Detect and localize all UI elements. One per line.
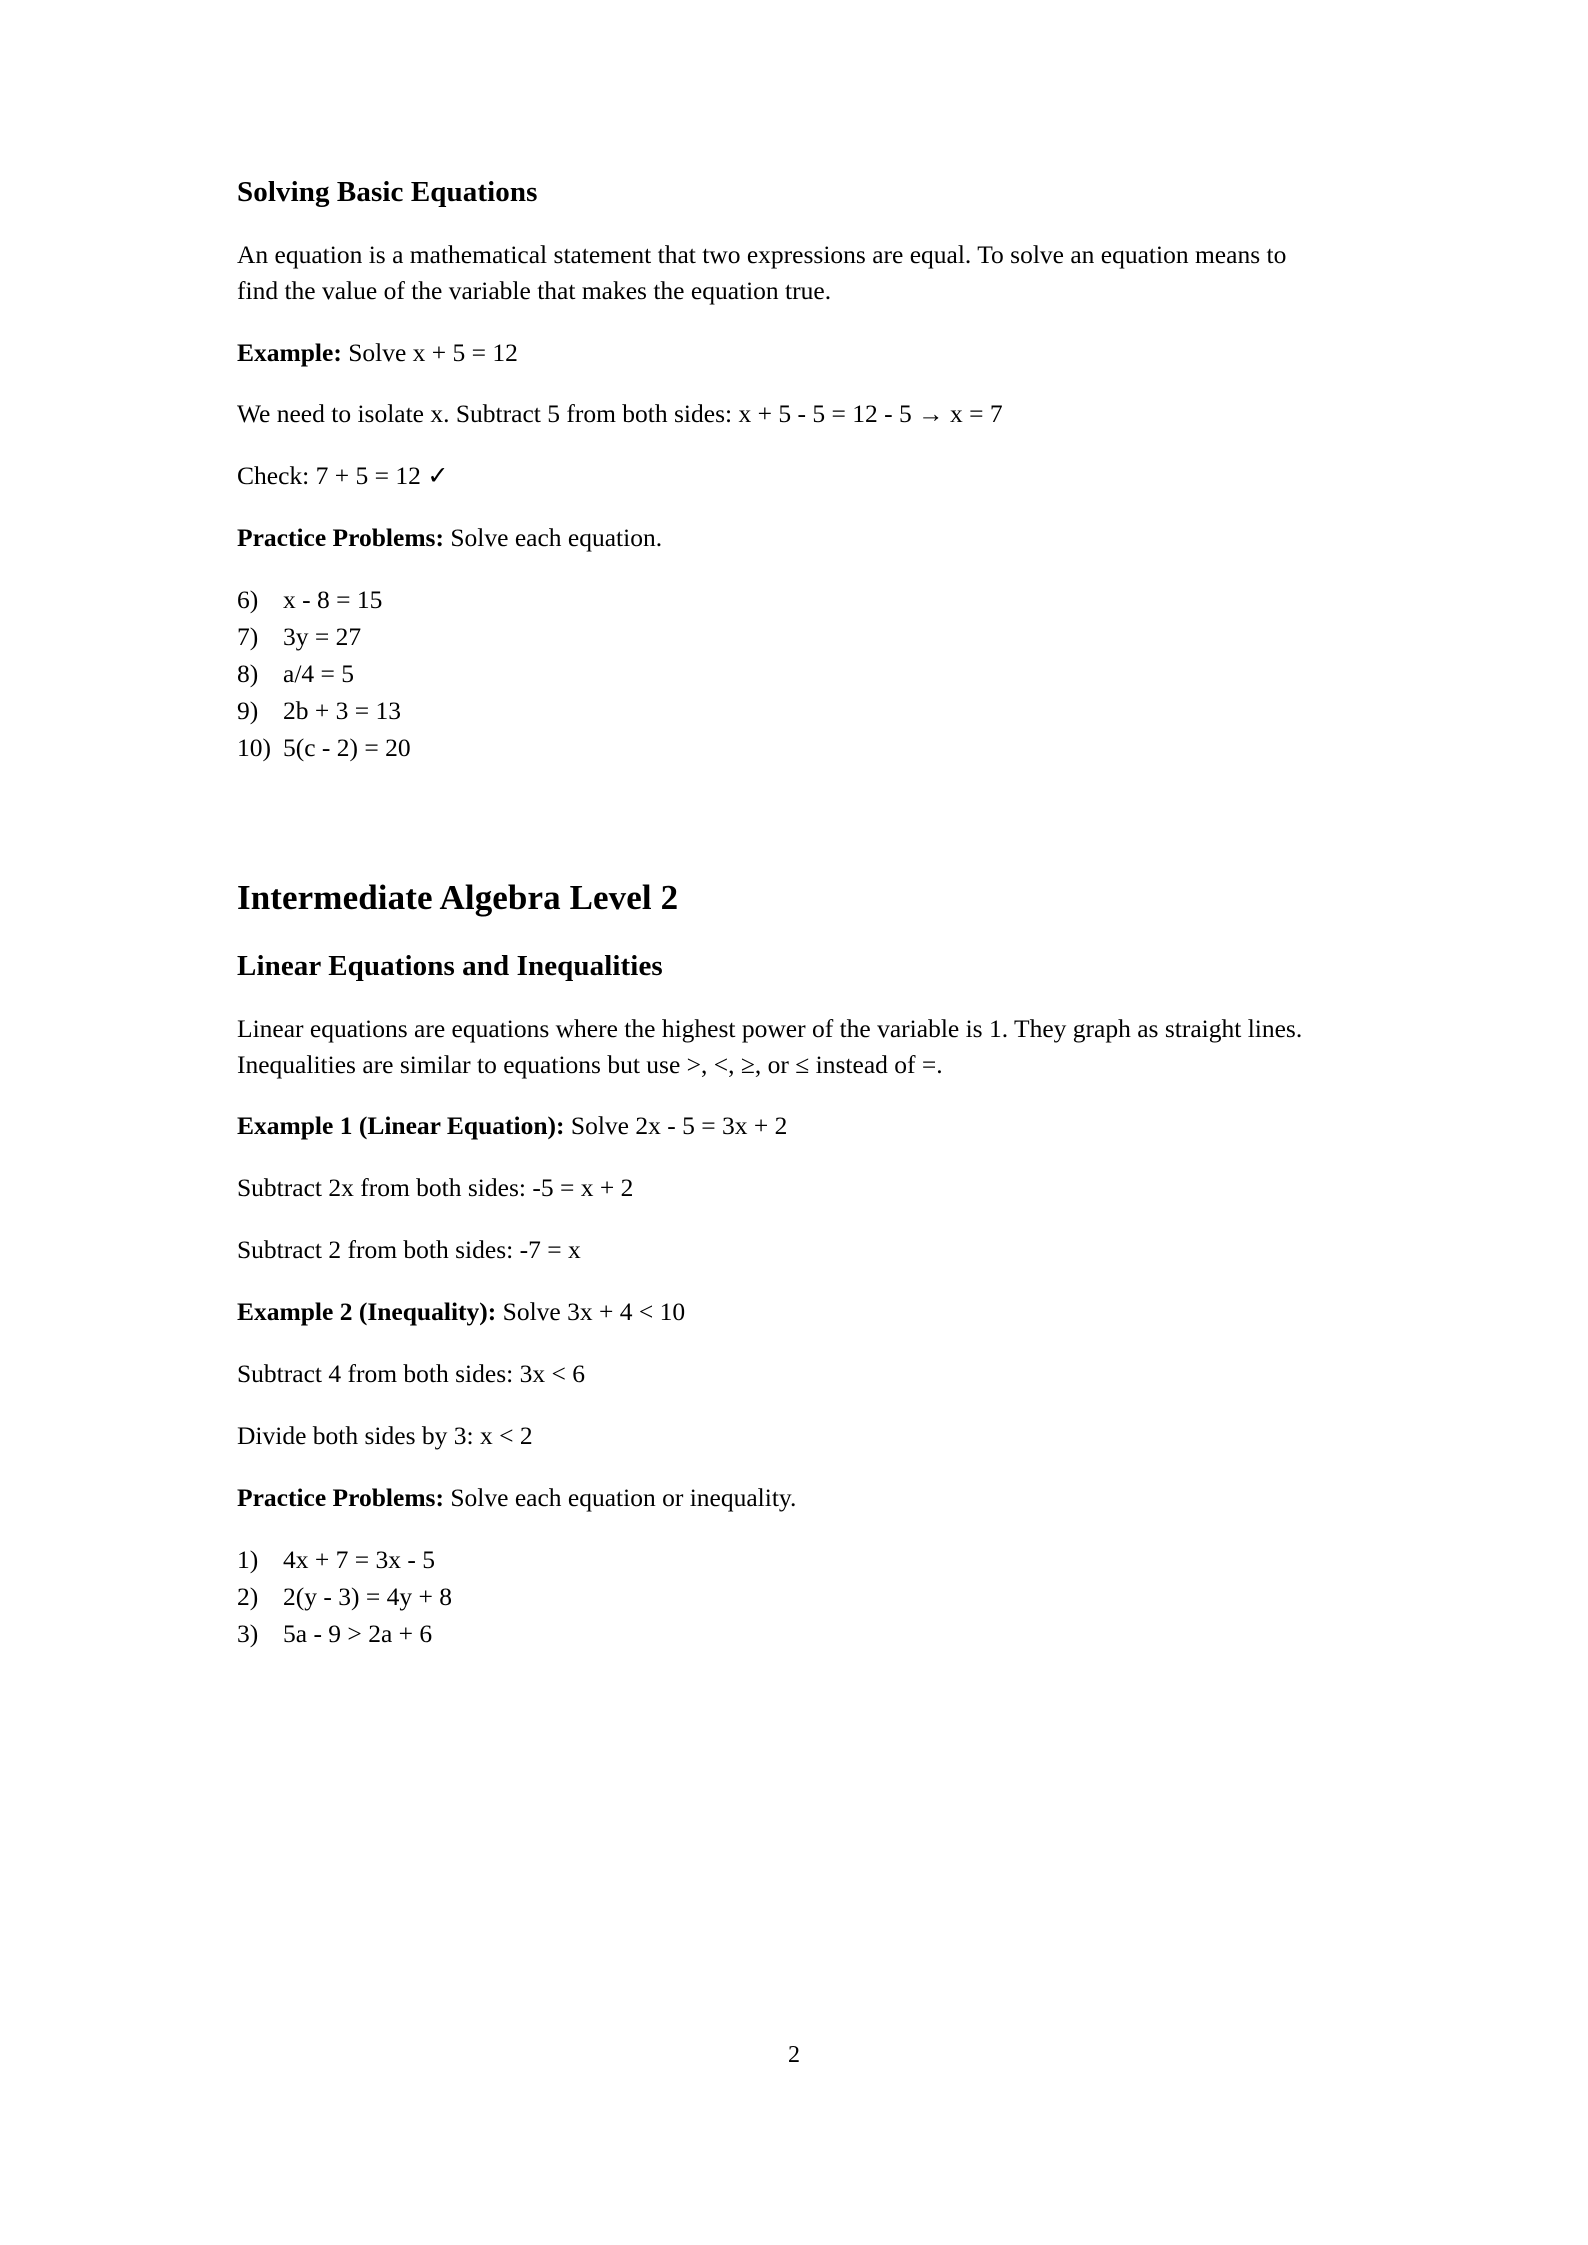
practice-problem-list-level2 (237, 1541, 1327, 1652)
list-item-expression: 2(y - 3) = 4y + 8 (283, 1582, 452, 1612)
example-statement: Solve x + 5 = 12 (341, 337, 518, 367)
example2-label: Example 2 (Inequality): (237, 1297, 497, 1327)
list-item-number: 6) (237, 585, 259, 615)
heading-solving-basic-equations: Solving Basic Equations (237, 176, 538, 208)
list-item-number: 1) (237, 1545, 259, 1575)
list-item (237, 1615, 1327, 1652)
spacer (237, 1516, 1327, 1541)
example1-label: Example 1 (Linear Equation): (237, 1111, 565, 1141)
list-item-number: 9) (237, 696, 259, 726)
list-item (237, 655, 1327, 692)
list-item (237, 581, 1327, 618)
list-item (237, 729, 1327, 766)
list-item (237, 692, 1327, 729)
spacer (237, 432, 1327, 458)
example2-step-subtract-4: Subtract 4 from both sides: 3x < 6 (237, 1359, 585, 1389)
solution-check-line: Check: 7 + 5 = 12 ✓ (237, 461, 449, 491)
spacer (237, 984, 1327, 1011)
spacer (237, 370, 1327, 396)
example-line (237, 335, 1327, 371)
list-item-expression: x - 8 = 15 (283, 585, 383, 615)
list-item-expression: 2b + 3 = 13 (283, 696, 402, 726)
practice-problems-instruction: Solve each equation. (443, 523, 663, 553)
practice-problems-line-level2 (237, 1480, 1327, 1516)
page-number: 2 (788, 2042, 800, 2068)
list-item-expression: 5(c - 2) = 20 (283, 733, 411, 763)
spacer (237, 309, 1327, 335)
practice-problem-list-basic (237, 581, 1327, 766)
spacer (237, 1144, 1327, 1170)
list-item-expression: 3y = 27 (283, 622, 362, 652)
section-spacer (237, 766, 1327, 878)
list-item (237, 1541, 1327, 1578)
spacer (237, 1454, 1327, 1480)
example1-line (237, 1108, 1327, 1144)
list-item-expression: 4x + 7 = 3x - 5 (283, 1545, 436, 1575)
page-content (237, 176, 1327, 1652)
list-item-expression: a/4 = 5 (283, 659, 355, 689)
list-item-number: 2) (237, 1582, 259, 1612)
heading-intermediate-algebra-level-2: Intermediate Algebra Level 2 (237, 878, 679, 918)
example1-step-subtract-2x: Subtract 2x from both sides: -5 = x + 2 (237, 1173, 634, 1203)
list-item-number: 3) (237, 1619, 259, 1649)
list-item (237, 618, 1327, 655)
example1-step-subtract-2: Subtract 2 from both sides: -7 = x (237, 1235, 581, 1265)
list-item-expression: 5a - 9 > 2a + 6 (283, 1619, 433, 1649)
list-item-number: 8) (237, 659, 259, 689)
list-item-number: 10) (237, 733, 271, 763)
paragraph-equation-definition: An equation is a mathematical statement that two expressions are equal. To solve an equation means to find the value of the variable that makes the equation true. (237, 239, 1287, 305)
list-item-number: 7) (237, 622, 259, 652)
practice-problems-label: Practice Problems: (237, 523, 444, 553)
spacer (237, 1268, 1327, 1294)
spacer (237, 556, 1327, 581)
spacer (237, 1330, 1327, 1356)
example-label: Example: (237, 337, 342, 367)
example1-statement: Solve 2x - 5 = 3x + 2 (564, 1111, 788, 1141)
example2-step-divide-by-3: Divide both sides by 3: x < 2 (237, 1421, 533, 1451)
spacer (237, 494, 1327, 520)
heading-linear-equations-and-inequalities: Linear Equations and Inequalities (237, 949, 663, 982)
list-item (237, 1578, 1327, 1615)
solution-step-isolate-x: We need to isolate x. Subtract 5 from both sides: x + 5 - 5 = 12 - 5 → x = 7 (237, 399, 1003, 429)
paragraph-linear-equations-definition: Linear equations are equations where the highest power of the variable is 1. They graph as straight lines. Inequalities are similar to equations but use >, <, ≥, or ≤ instead of =. (237, 1013, 1303, 1079)
spacer (237, 1082, 1327, 1108)
spacer (237, 1392, 1327, 1418)
spacer (237, 919, 1327, 950)
practice-problems-instruction: Solve each equation or inequality. (443, 1483, 797, 1513)
spacer (237, 210, 1327, 237)
example2-statement: Solve 3x + 4 < 10 (496, 1297, 686, 1327)
spacer (237, 1206, 1327, 1232)
example2-line (237, 1294, 1327, 1330)
practice-problems-line (237, 520, 1327, 556)
practice-problems-label: Practice Problems: (237, 1483, 444, 1513)
